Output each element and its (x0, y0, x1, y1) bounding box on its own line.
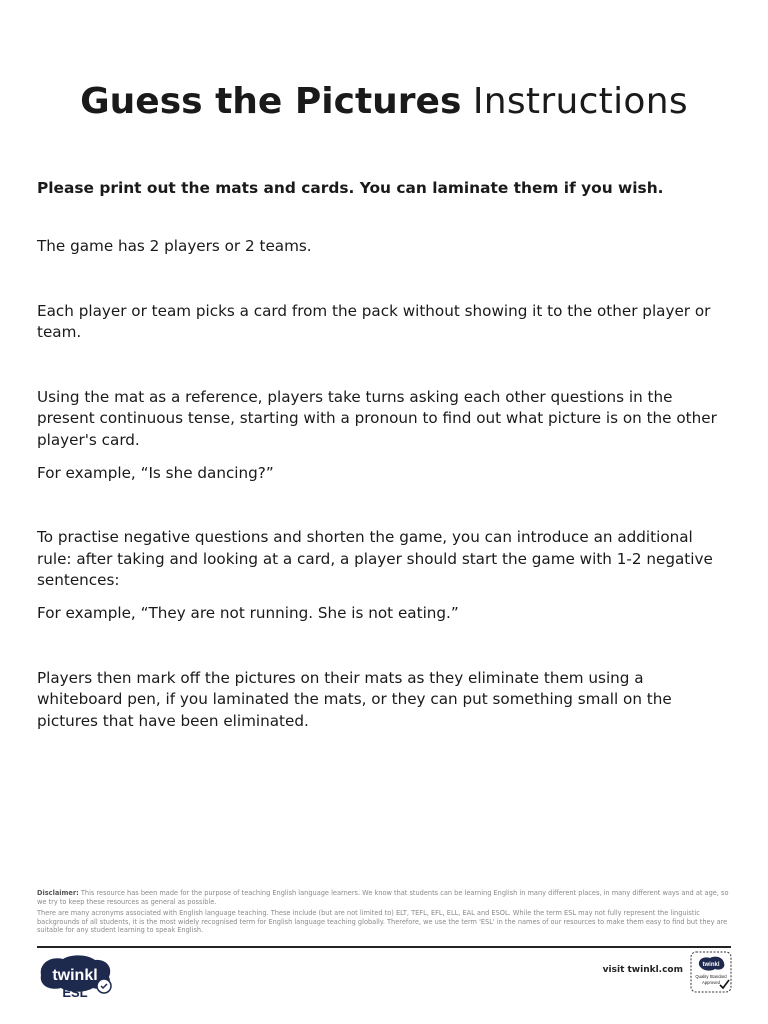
paragraph-players: The game has 2 players or 2 teams. (37, 237, 312, 255)
quality-badge-icon (690, 951, 732, 993)
logo-sub: ESL (62, 985, 88, 999)
example-negative: For example, “They are not running. She is not eating.” (37, 603, 459, 622)
paragraph-mark-off: Players then mark off the pictures on their mats as they eliminate them using a whiteboard pen, if you laminated the mats, or they can put something small on the pictures that have been eliminated. (37, 668, 672, 730)
twinkl-esl-logo (37, 953, 115, 999)
page-title-light: Instructions (472, 81, 688, 122)
paragraph-pick-card: Each player or team picks a card from the pack without showing it to the other player or team. (37, 301, 711, 342)
intro-text: Please print out the mats and cards. You can laminate them if you wish. (37, 179, 664, 197)
badge-line2: Approved (702, 980, 720, 985)
visit-twinkl-link[interactable]: visit twinkl.com (602, 965, 683, 975)
paragraph-asking: Using the mat as a reference, players take turns asking each other questions in the present continuous tense, starting with a pronoun to find out what picture is on the other player's card. (37, 387, 717, 449)
disclaimer-text-1: This resource has been made for the purpose of teaching English language learners. We know that students can be learning English in many different places, in many different ways and at age, so we try to keep these resources as general as possible. (37, 889, 729, 906)
badge-line1: Quality Standard (695, 974, 727, 979)
footer-divider (37, 946, 731, 948)
badge-top: twinkl (702, 962, 720, 968)
disclaimer (37, 889, 737, 935)
page-title-bold: Guess the Pictures (80, 81, 462, 122)
disclaimer-label: Disclaimer: (37, 889, 79, 897)
disclaimer-text-2: There are many acronyms associated with English language teaching. These include (but are not limited to) ELT, TEFL, EFL, ELL, EAL and ESOL. While the term ESL may not fully represent the linguistic backgrounds of all students, it is the most widely recognised term for English language teaching globally. Therefore, we use the term 'ESL' in the names of our resources to make them easy to find but they are suitable for any student learning to speak English. (37, 909, 728, 935)
example-dancing: For example, “Is she dancing?” (37, 463, 274, 482)
paragraph-negative: To practise negative questions and shorten the game, you can introduce an additional rule: after taking and looking at a card, a player should start the game with 1-2 negative sentences: (37, 528, 713, 590)
logo-text: twinkl (52, 967, 98, 984)
instructions-body (37, 174, 727, 732)
page-title (0, 78, 768, 126)
